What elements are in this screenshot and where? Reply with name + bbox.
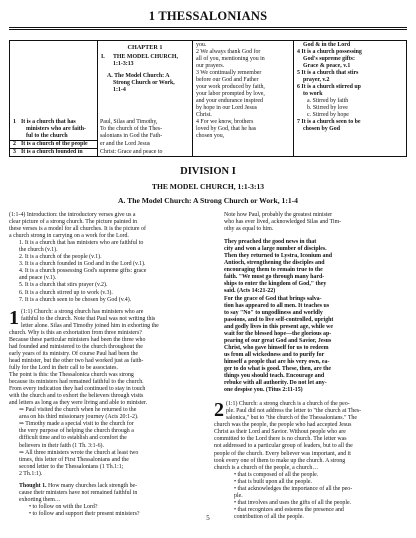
scripture-column — [196, 41, 292, 156]
outline-row-line-text: It is a church of the people — [21, 141, 88, 147]
point-2-line: took every one of them to make up the church. A strong — [214, 457, 346, 464]
point-1-line: had founded and ministered to the church throughout the — [9, 343, 143, 350]
thought-label: Thought 1. — [19, 482, 47, 489]
point-1-line: Because these particular ministers had been the three who — [9, 336, 146, 343]
intro-line: these verses is a model for all churches. It is the picture of — [9, 226, 146, 233]
scripture-line: salonians in God the Fath- — [100, 133, 163, 139]
section-title-line: THE MODEL CHURCH, — [113, 54, 178, 60]
scripture-line: 3 We continually remember — [196, 70, 262, 76]
quote-line: encouraging them to remain true to the — [224, 267, 323, 274]
point-1-line: and letters as long as they were living and able to minister. — [9, 400, 148, 407]
point-1-line: early years of its ministry. Of course Paul had been the — [9, 350, 139, 357]
quote-line: Antioch, strengthening the disciples and — [224, 260, 325, 267]
left-column — [9, 212, 201, 518]
intro-list-item: 5. It is a church that stirs prayer (v.2). — [19, 282, 108, 289]
point-1 — [9, 306, 201, 408]
thought-item: • to follow and support their present ministers? — [29, 510, 140, 517]
point-1-line: because its ministers had remained faithful to the church. — [9, 379, 144, 386]
point-1-line: with the church and to exhort the believers through visits — [9, 393, 144, 400]
quote-line: one despise you. (Titus 2:11-15) — [224, 387, 303, 394]
outline-divider — [97, 41, 98, 156]
outline-point: a. Stirred by faith — [307, 98, 349, 104]
point-2-line: church is a church of the people, a church… — [214, 464, 319, 471]
intro-line: clear picture of a strong church. The picture painted in — [9, 219, 138, 226]
quote-line: ger to do what is good. These, then, are the — [224, 365, 332, 372]
scripture-line: Christ: Grace and peace to — [100, 149, 163, 155]
scripture-line: and your endurance inspired — [196, 98, 263, 104]
note-line: Note how Paul, probably the greatest minister — [224, 212, 333, 218]
subsection-line: 1:1-4 — [113, 87, 126, 93]
section-number: I. — [101, 54, 105, 60]
arrow-item: second letter to the Thessalonians (1 Th.1:1; — [19, 463, 124, 470]
point-2-item: • that involves and uses the gifts of all the people. — [234, 499, 352, 506]
point-number: 2 — [214, 399, 224, 422]
book-title: 1 THESSALONIANS — [148, 9, 268, 23]
outline-point: prayer, v.2 — [303, 77, 330, 83]
intro-list-item: 6. It is a church stirred up to work (v.3). — [19, 289, 113, 296]
point-2-line: Christ as their Lord and Savior. Without people who are — [214, 429, 346, 436]
intro-list-item: 3. It is a church founded in God and in the Lord (v.1). — [19, 261, 146, 268]
subsection-line: Strong Church or Work, — [113, 80, 175, 86]
scripture-line: all of you, mentioning you in — [196, 56, 265, 62]
point-1-line: church. Why is this an exhortation from three ministers? — [9, 329, 142, 336]
outline-point: 6 It is a church stirred up — [297, 84, 361, 90]
point-2-item: ple. — [234, 492, 243, 499]
point-1-line: The point is this: the Thessalonica church was strong — [9, 372, 134, 379]
intro-paragraph — [9, 212, 201, 240]
point-2-line: church was the people, the people who had accepted Jesus — [214, 422, 352, 429]
thought-line: exhorting them… — [19, 496, 61, 503]
point-number: 1 — [9, 306, 19, 329]
subsection-line: A. The Model Church: A — [107, 73, 170, 79]
point-1-line: (1:1) Church: a strong church has ministers who are — [21, 308, 144, 315]
intro-list-item: 4. It is a church possessing God's supreme gifts: grace — [19, 268, 147, 275]
point-1-text — [9, 306, 201, 408]
note-line: othy as equal to him. — [224, 226, 274, 233]
thought-line: cause their ministers have not remained faithful in — [19, 489, 138, 496]
point-2-line: committed to the Lord there is no church. The letter was — [214, 436, 347, 443]
quote-line: himself a people that are his very own, ea- — [224, 358, 330, 365]
outline-table — [9, 40, 407, 157]
quote-line: wait for the blessed hope—the glorious ap- — [224, 330, 332, 337]
arrow-item: times, this letter of First Thessalonians and the — [19, 456, 129, 463]
section-title-line: 1:1-3:13 — [113, 61, 134, 67]
arrow-item: the very purpose of helping the church through a — [19, 428, 134, 435]
scripture-line: loved by God, that he has — [196, 126, 257, 132]
scripture-line: Christ. — [196, 112, 212, 118]
point-1-line: From every indication they had continued to stay in touch — [9, 386, 146, 393]
thought-line: How many churches lack strength be- — [46, 482, 138, 489]
quote-line: rebuke with all authority. Do not let any- — [224, 380, 327, 387]
chapter-heading: CHAPTER 1 — [127, 44, 163, 51]
point-2-text — [214, 401, 408, 471]
division-title: DIVISION I — [180, 166, 236, 177]
point-2-item: contribution of all the people. — [234, 513, 304, 520]
quote-line: ships to enter the kingdom of God," they — [224, 281, 327, 288]
quote-line: us from all wickedness and to purify for — [224, 351, 325, 358]
outline-point: Grace & peace, v.1 — [303, 63, 351, 69]
scripture-line: by hope in our Lord Jesus — [196, 105, 258, 111]
arrow-item: area on his third missionary journey (Acts 20:1-2). — [19, 414, 139, 421]
intro-list — [9, 240, 201, 303]
scripture-line: our prayers. — [196, 63, 225, 69]
intro-line: (1:1-4) Introduction: the introductory verses give us a — [9, 212, 136, 218]
thought-item: • to follow on with the Lord? — [29, 503, 98, 510]
intro-list-item: 1. It is a church that has ministers who are faithful to — [19, 240, 144, 247]
point-2-line: (1:1) Church: a strong church is a church of the peo- — [226, 401, 350, 408]
outline-point: b. Stirred by love — [307, 105, 348, 111]
quote-line: tion has appeared to all men. It teaches us — [224, 302, 330, 309]
outline-row-line-text: It is a church that has — [21, 119, 76, 125]
title-rule-top — [9, 27, 407, 28]
scripture-line: before our God and Father — [196, 77, 259, 83]
scripture-line: To the church of the Thes- — [100, 126, 163, 132]
outline-row-line-text: ful to the church — [26, 133, 68, 139]
scripture-line: er and the Lord Jesus — [100, 141, 151, 147]
title-rule-bottom — [9, 29, 407, 30]
point-2-line: salonica," but to "the church of the Thessalonians." The — [226, 415, 357, 422]
point-2-line: ple. Paul did not address the letter to "the church at Thes- — [226, 408, 362, 415]
intro-list-item: the church (v.1). — [19, 247, 58, 254]
outline-divider — [192, 41, 193, 156]
note-line: who has ever lived, acknowledged Silas and Tim- — [224, 219, 342, 226]
division-subtitle: THE MODEL CHURCH, 1:1-3:13 — [151, 182, 265, 191]
outline-point: c. Stirred by hope — [307, 112, 349, 118]
quote-line: and godly lives in this present age, while we — [224, 323, 334, 330]
outline-point: 7 It is a church seen to be — [297, 119, 361, 125]
scripture-line: 4 For we know, brothers — [196, 119, 254, 125]
point-1-line: fully for the Lord in their call to be associates. — [9, 364, 118, 371]
outline-points-column — [297, 41, 407, 156]
scripture-line: you. — [196, 42, 207, 48]
outline-point: 4 It is a church possessing — [297, 49, 362, 55]
arrow-list — [9, 407, 201, 477]
point-1-line: head minister, but the other two had worked just as faith- — [9, 357, 144, 364]
point-2-item: • that acknowledges the importance of all the peo- — [234, 485, 353, 492]
scripture-line: your labor prompted by love, — [196, 91, 265, 97]
quote-line: Then they returned to Lystra, Iconium and — [224, 253, 333, 260]
intro-line: a church strong in carrying on a work for the Lord. — [9, 233, 129, 240]
intro-list-item: 7. It is a church seen to be chosen by God (v.4). — [19, 296, 132, 303]
note-paragraph — [214, 212, 408, 233]
point-2-line: not addressed to a particular group of leaders, but to all the — [214, 443, 353, 450]
outline-row-number: 1 — [13, 119, 16, 125]
arrow-item: 2 Th.1:1). — [19, 470, 43, 477]
quote-line: city and won a large number of disciples. — [224, 246, 327, 253]
point-2-item: • that is composed of all the people. — [234, 471, 319, 478]
outline-row-number: 3 — [13, 149, 16, 155]
quote-line: They preached the good news in that — [224, 239, 317, 246]
quote-line: For the grace of God that brings salva- — [224, 295, 322, 302]
scripture-line: your work produced by faith, — [196, 84, 265, 90]
outline-point: chosen by God — [303, 126, 340, 132]
quote-line: Christ, who gave himself for us to redeem — [224, 344, 329, 351]
outline-row-line-text: It is a church founded in — [21, 149, 83, 155]
arrow-item: difficult time and to establish and comfort the — [19, 435, 127, 442]
point-2-line: people of the church. Every believer was important, and it — [214, 450, 351, 457]
outline-row-line-text: ministers who are faith- — [26, 126, 86, 132]
quote-line: said. (Acts 14:21-22) — [224, 288, 276, 295]
outline-divider — [293, 41, 294, 156]
section-heading: A. The Model Church: A Strong Church or Work, 1:1-4 — [118, 196, 298, 205]
outline-point: God's supreme gifts: — [303, 56, 355, 62]
point-2 — [214, 401, 408, 471]
quote-line: pearing of our great God and Savior, Jesus — [224, 337, 332, 344]
arrow-item: believers in their faith (1 Th. 3:1-6). — [19, 442, 104, 449]
arrow-item: ⇒ Paul visited the church when he returned to the — [19, 407, 137, 414]
scripture-line: Paul, Silas and Timothy, — [100, 119, 158, 125]
intro-list-item: and peace (v.1). — [19, 275, 57, 282]
page-number: 5 — [206, 514, 210, 522]
outline-point: to work — [303, 91, 323, 97]
quote-line: passions, and to live self-controlled, upright — [224, 316, 334, 323]
right-column — [214, 212, 408, 521]
arrow-item: ⇒ Timothy made a special visit to the church for — [19, 421, 134, 428]
scripture-line: 2 We always thank God for — [196, 49, 261, 55]
point-1-line: letter alone. Silas and Timothy joined him in exhorting the — [21, 322, 159, 329]
outline-point: 5 It is a church that stirs — [297, 70, 359, 76]
intro-list-item: 2. It is a church of the people (v.1). — [19, 254, 102, 261]
point-2-item: • that recognizes and esteems the presence and — [234, 506, 344, 513]
quote-line: to say "No" to ungodliness and worldly — [224, 309, 323, 316]
outline-row-number: 2 — [13, 141, 16, 147]
outline-point: God & in the Lord — [303, 42, 351, 48]
quote-line: things you should teach. Encourage and — [224, 373, 325, 380]
point-1-line: faithful to the church. Note that Paul was not writing this — [21, 315, 156, 322]
arrow-item: ⇒ All three ministers wrote the church at least two — [19, 449, 139, 456]
point-2-item: • that is built upon all the people. — [234, 478, 312, 485]
scripture-quote — [214, 239, 408, 394]
quote-line: faith. "We must go through many hard- — [224, 274, 325, 281]
scripture-line: chosen you, — [196, 133, 225, 139]
